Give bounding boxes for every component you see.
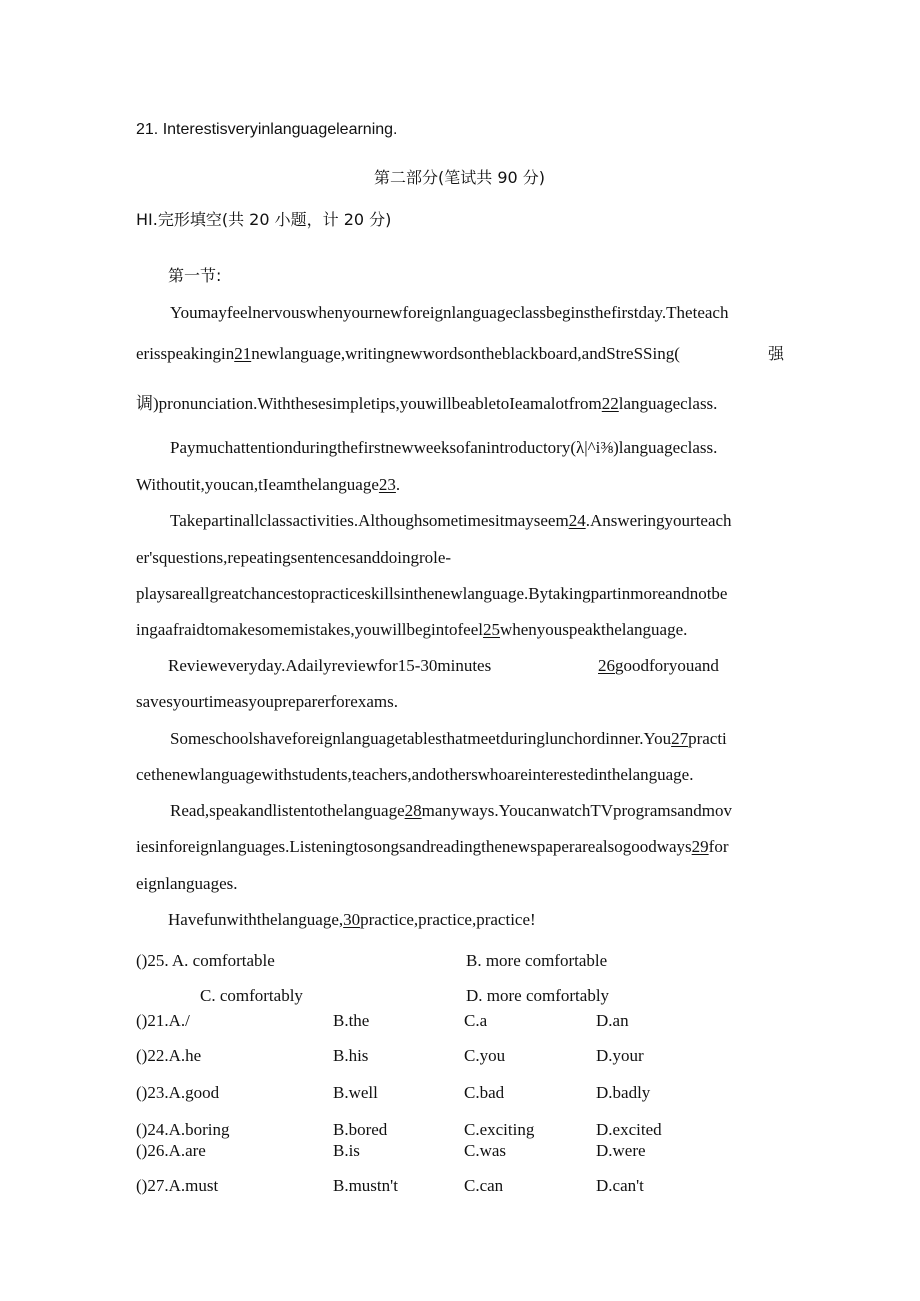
option-c: C.can <box>464 1176 504 1195</box>
passage-text: Takepartinallclassactivities.Althoughsometimesitmayseem <box>170 511 569 530</box>
passage-line <box>136 620 687 640</box>
blank-22: 22 <box>601 394 619 413</box>
option-c: C.was <box>464 1141 507 1160</box>
sub-title: 第一节: <box>168 266 222 285</box>
question-stem: ()22.A.he <box>136 1046 202 1065</box>
passage-text: Withoutit,youcan,tIeamthelanguage <box>136 475 379 494</box>
passage-line <box>170 801 732 821</box>
option-c: C. comfortably <box>200 986 303 1005</box>
passage-text: Havefunwiththelanguage, <box>168 910 344 929</box>
passage-line <box>598 656 719 676</box>
part-two-title: 第二部分(笔试共 90 分) <box>374 168 546 187</box>
option-b: B.well <box>333 1083 378 1102</box>
passage-text: . <box>395 475 401 494</box>
passage-line: Youmayfeelnervouswhenyournewforeignlanguageclassbeginsthefirstday.Theteach <box>170 303 729 322</box>
question-stem: ()21.A./ <box>136 1011 190 1030</box>
passage-text: for <box>708 837 729 856</box>
passage-line: eignlanguages. <box>136 874 238 893</box>
passage-text: iesinforeignlanguages.Listeningtosongsandreadingthenewspaperarealsogoodways <box>136 837 692 856</box>
passage-line <box>170 511 732 531</box>
option-c: C.you <box>464 1046 506 1065</box>
option-c: C.bad <box>464 1083 505 1102</box>
option-b: B. more comfortable <box>466 951 608 970</box>
option-d: D.can't <box>596 1176 644 1195</box>
passage-line <box>136 394 717 414</box>
passage-line <box>136 344 680 364</box>
passage-line: playsareallgreatchancestopracticeskillsinthenewlanguage.Bytakingpartinmoreandnotbe <box>136 584 728 603</box>
passage-text: languageclass. <box>618 394 718 413</box>
passage-text: 强 <box>768 344 785 363</box>
passage-text: manyways.YoucanwatchTVprogramsandmov <box>421 801 732 820</box>
blank-24: 24 <box>568 511 586 530</box>
question-stem: ()27.A.must <box>136 1176 219 1195</box>
passage-text: goodforyouand <box>615 656 719 675</box>
passage-line <box>136 475 400 495</box>
blank-28: 28 <box>404 801 422 820</box>
passage-text: ingaafraidtomakesomemistakes,youwillbegintofeel <box>136 620 483 639</box>
blank-30: 30 <box>343 910 361 929</box>
option-b: B.mustn't <box>333 1176 398 1195</box>
blank-26: 26 <box>598 656 615 675</box>
passage-text: newlanguage,writingnewwordsontheblackboard,andStreSSing( <box>251 344 680 363</box>
option-d: D. more comfortably <box>466 986 610 1005</box>
passage-line: cethenewlanguagewithstudents,teachers,andotherswhoareinterestedinthelanguage. <box>136 765 694 784</box>
option-c: C.a <box>464 1011 488 1030</box>
blank-23: 23 <box>378 475 396 494</box>
blank-27: 27 <box>671 729 689 748</box>
passage-line: Paymuchattentionduringthefirstnewweeksofanintroductory(λ|^i⅜)languageclass. <box>170 438 718 457</box>
blank-25: 25 <box>482 620 500 639</box>
option-b: B.his <box>333 1046 369 1065</box>
passage-line <box>136 837 728 857</box>
option-b: B.the <box>333 1011 370 1030</box>
passage-text: practice,practice,practice! <box>360 910 536 929</box>
passage-text: 调)pronunciation.Withthesesimpletips,youwillbeabletoIeamalotfrom <box>136 394 602 413</box>
blank-21: 21 <box>234 344 252 363</box>
passage-line: er'squestions,repeatingsentencesanddoingrole- <box>136 548 452 567</box>
question-stem: ()25. A. comfortable <box>136 951 275 970</box>
option-d: D.badly <box>596 1083 651 1102</box>
passage-text: whenyouspeakthelanguage. <box>499 620 688 639</box>
option-d: D.your <box>596 1046 644 1065</box>
question-21-statement: 21. Interestisveryinlanguagelearning. <box>136 121 398 138</box>
passage-line: savesyourtimeasyoupreparerforexams. <box>136 692 398 711</box>
passage-line <box>170 729 727 749</box>
passage-text: erisspeakingin <box>136 344 235 363</box>
passage-text: Someschoolshaveforeignlanguagetablesthatmeetduringlunchordinner.You <box>170 729 672 748</box>
option-b: B.bored <box>333 1120 388 1139</box>
question-stem: ()26.A.are <box>136 1141 206 1160</box>
question-stem: ()24.A.boring <box>136 1120 230 1139</box>
passage-text: .Answeringyourteach <box>585 511 732 530</box>
question-stem: ()23.A.good <box>136 1083 220 1102</box>
section-title: HI.完形填空(共 20 小题，计 20 分) <box>136 210 392 229</box>
passage-line <box>168 910 536 930</box>
passage-text: Read,speakandlistentothelanguage <box>170 801 405 820</box>
option-d: D.were <box>596 1141 646 1160</box>
passage-text: practi <box>688 729 727 748</box>
blank-29: 29 <box>691 837 709 856</box>
option-d: D.an <box>596 1011 629 1030</box>
option-b: B.is <box>333 1141 360 1160</box>
passage-line: Revieweveryday.Adailyreviewfor15-30minutes <box>168 656 492 675</box>
option-c: C.exciting <box>464 1120 535 1139</box>
option-d: D.excited <box>596 1120 662 1139</box>
